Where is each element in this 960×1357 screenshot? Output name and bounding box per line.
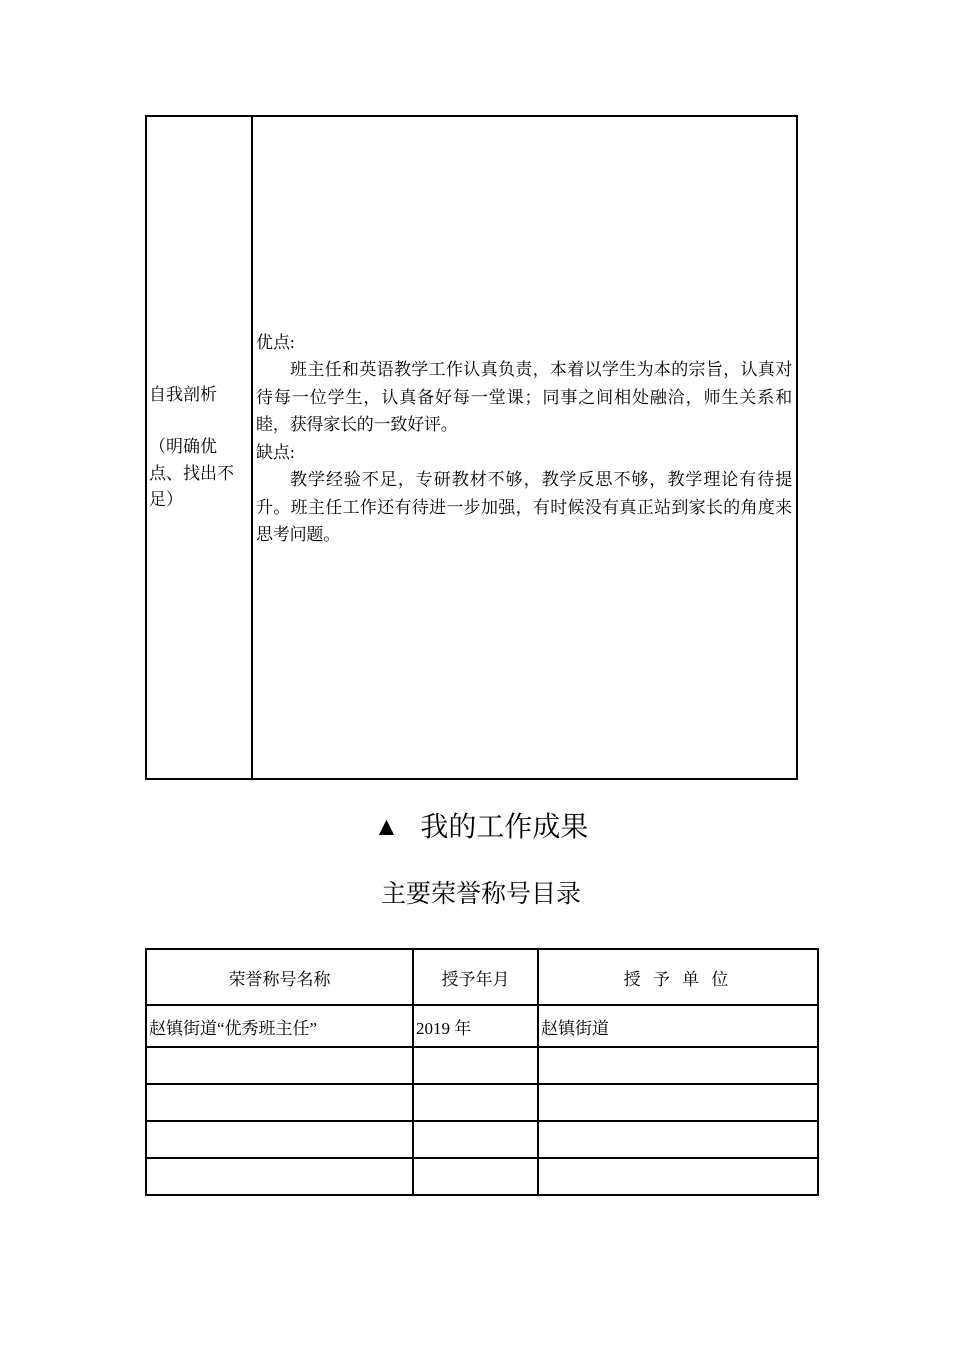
self-analysis-content-cell — [253, 117, 796, 778]
honors-table-cell — [146, 1121, 413, 1158]
self-analysis-table — [145, 115, 798, 780]
strengths-heading: 优点: — [256, 332, 295, 352]
honors-table-row — [146, 1005, 818, 1047]
honors-table-cell — [146, 1158, 413, 1195]
section-title: 我的工作成果 — [420, 812, 589, 843]
honors-header-name: 荣誉称号名称 — [146, 949, 413, 1005]
honors-table-cell — [413, 1084, 538, 1121]
honors-table-cell: 2019 年 — [413, 1005, 538, 1047]
honors-table-cell — [146, 1047, 413, 1084]
honors-table — [145, 948, 819, 1196]
honors-table-cell — [538, 1084, 818, 1121]
honors-table-cell — [538, 1047, 818, 1084]
honors-table-row — [146, 1158, 818, 1195]
self-analysis-label-cell — [147, 117, 253, 778]
honors-table-row — [146, 1121, 818, 1158]
weaknesses-text: 教学经验不足，专研教材不够，教学反思不够，教学理论有待提升。班主任工作还有待进一步加强，有时候没有真正站到家长的角度来思考问题。 — [256, 470, 792, 544]
honors-table-cell — [413, 1121, 538, 1158]
honors-table-cell — [413, 1158, 538, 1195]
section-heading — [145, 808, 817, 847]
honors-header-awarding-unit: 授 予 单 位 — [538, 949, 818, 1005]
honors-table-cell — [146, 1084, 413, 1121]
triangle-marker-icon: ▲ — [373, 812, 400, 841]
honors-table-body — [146, 1005, 818, 1195]
honors-table-row — [146, 1084, 818, 1121]
weaknesses-heading: 缺点: — [256, 442, 295, 462]
honors-table-cell — [538, 1121, 818, 1158]
honors-table-header-row — [146, 949, 818, 1005]
honors-table-cell — [413, 1047, 538, 1084]
self-analysis-label-note: （明确优点、找出不足） — [149, 437, 234, 509]
honors-table-cell — [538, 1158, 818, 1195]
honors-table-row — [146, 1047, 818, 1084]
honors-table-cell: 赵镇街道“优秀班主任” — [146, 1005, 413, 1047]
strengths-text: 班主任和英语教学工作认真负责，本着以学生为本的宗旨，认真对待每一位学生，认真备好每一堂课；同事之间相处融洽，师生关系和睦，获得家长的一致好评。 — [256, 360, 792, 434]
honors-list-title: 主要荣誉称号目录 — [380, 881, 581, 908]
honors-header-date: 授予年月 — [413, 949, 538, 1005]
self-analysis-label-title: 自我剖析 — [149, 384, 217, 404]
honors-table-cell: 赵镇街道 — [538, 1005, 818, 1047]
